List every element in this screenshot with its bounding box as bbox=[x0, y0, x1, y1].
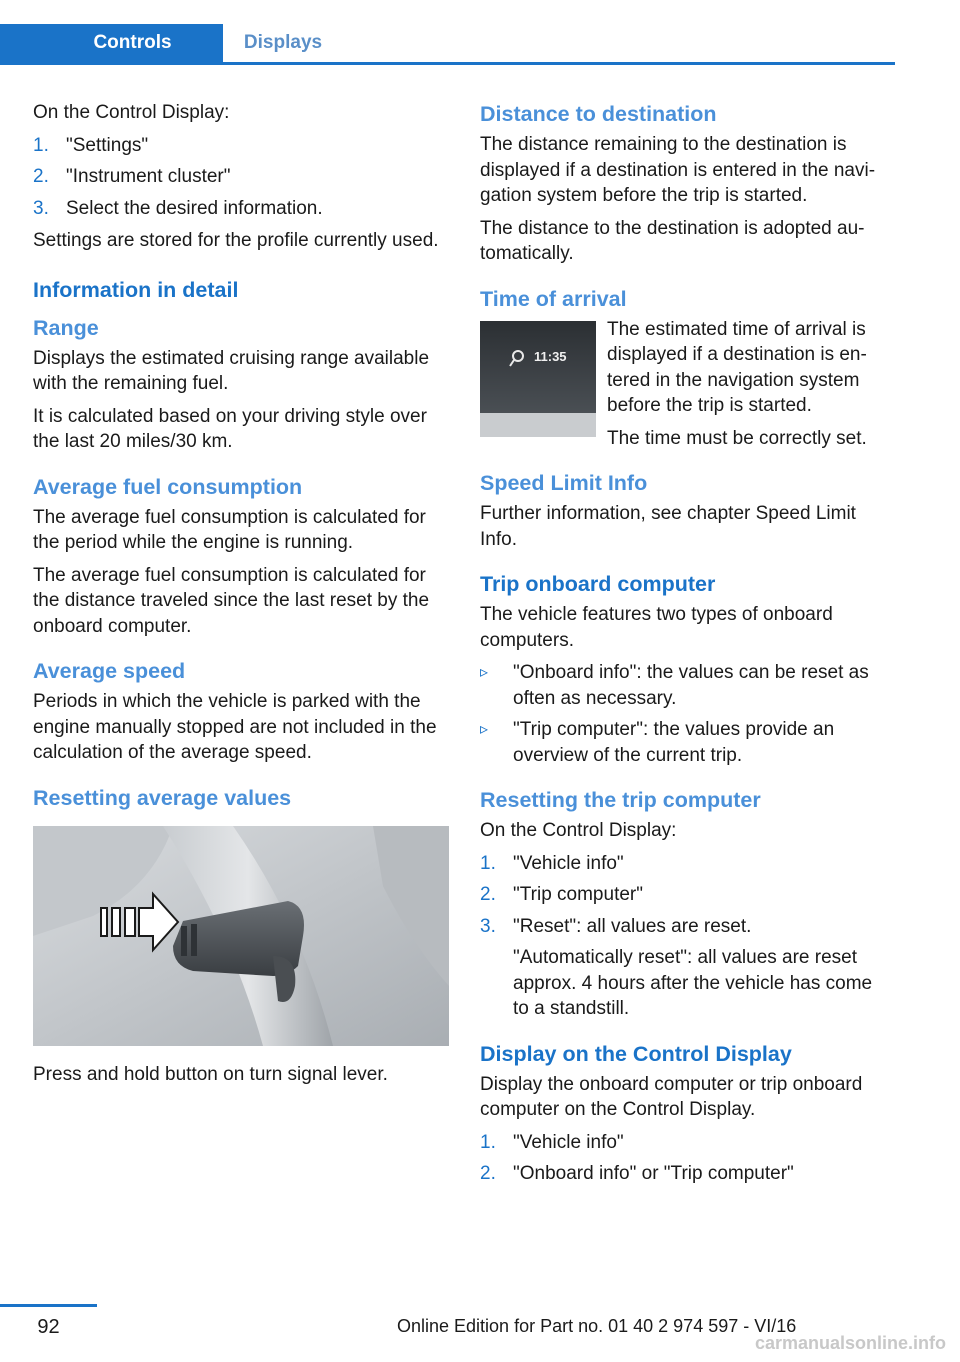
subsection-heading: Time of arrival bbox=[480, 286, 627, 311]
subsection-heading: Display on the Control Display bbox=[480, 1041, 792, 1066]
paragraph: The distance remaining to the destination is displayed if a destination is entered in the navigation system before the trip is started. bbox=[480, 134, 876, 206]
step-number: 1. bbox=[33, 134, 49, 156]
settings-note: Settings are stored for the profile currently used. bbox=[33, 230, 439, 251]
step-number: 2. bbox=[480, 884, 496, 905]
subsection-heading: Resetting the trip computer bbox=[480, 788, 761, 812]
list-item bbox=[480, 851, 890, 877]
turn-signal-lever-illustration bbox=[33, 826, 449, 1046]
intro-text: On the Control Display: bbox=[33, 102, 230, 123]
subsection-heading: Average fuel consumption bbox=[33, 474, 303, 499]
step-number: 3. bbox=[33, 197, 49, 219]
left-column bbox=[33, 100, 449, 1094]
subsection-heading: Trip onboard computer bbox=[480, 572, 716, 596]
step-text: "Onboard info" or "Trip computer" bbox=[513, 1163, 794, 1184]
paragraph: The time must be correctly set. bbox=[607, 427, 867, 449]
arrival-block bbox=[480, 317, 890, 452]
paragraph: Display the onboard computer or trip onboard computer on the Control Display. bbox=[480, 1073, 863, 1120]
step-text: "Settings" bbox=[66, 134, 149, 156]
edition-text: Online Edition for Part no. 01 40 2 974 597 - VI/16 bbox=[397, 1316, 797, 1336]
subsection-heading: Resetting average values bbox=[33, 785, 292, 810]
arrival-time-display-image bbox=[480, 321, 596, 437]
page-number: 92 bbox=[37, 1316, 60, 1338]
step-number: 1. bbox=[480, 852, 496, 874]
step-text: "Trip computer" bbox=[513, 884, 643, 905]
tab-controls[interactable] bbox=[0, 24, 223, 62]
paragraph: The average fuel consumption is calculated for the distance traveled since the last reset by the onboard computer. bbox=[33, 564, 430, 637]
step-number: 1. bbox=[480, 1131, 496, 1153]
step-number: 2. bbox=[33, 166, 49, 187]
arrival-clock-text: 11:35 bbox=[534, 348, 567, 364]
step-text: Select the desired information. bbox=[66, 197, 323, 219]
subsection-heading: Speed Limit Info bbox=[480, 471, 648, 495]
step-text: "Reset": all values are reset. bbox=[513, 915, 752, 937]
list-item bbox=[480, 660, 890, 711]
list-item bbox=[480, 882, 890, 908]
paragraph: The distance to the destination is adopted automatically. bbox=[480, 217, 865, 264]
step-text: "Instrument cluster" bbox=[66, 166, 231, 187]
subsection-heading: Distance to destination bbox=[480, 102, 717, 126]
tab-displays[interactable]: Displays bbox=[243, 32, 323, 53]
watermark: carmanualsonline.info bbox=[754, 1333, 946, 1353]
paragraph: On the Control Display: bbox=[480, 820, 677, 841]
list-item bbox=[480, 717, 890, 768]
list-item bbox=[480, 914, 890, 1022]
subsection-heading: Range bbox=[33, 315, 99, 340]
step-number: 3. bbox=[480, 915, 496, 937]
step-subtext: "Automatically reset": all values are reset approx. 4 hours after the vehicle has come to a standstill. bbox=[513, 947, 873, 1019]
paragraph: It is calculated based on your driving style over the last 20 miles/30 km. bbox=[33, 405, 427, 452]
bullet-text: "Trip computer": the values provide an overview of the current trip. bbox=[513, 719, 835, 766]
chapter-tabs bbox=[0, 24, 895, 65]
paragraph: The estimated time of arrival is displayed if a destination is entered in the navigation system before the trip is started. bbox=[607, 318, 867, 416]
arrival-text bbox=[607, 317, 890, 452]
bullet-text: "Onboard info": the values can be reset as often as necessary. bbox=[513, 662, 869, 709]
footer-rule bbox=[0, 1304, 97, 1307]
right-column bbox=[480, 100, 890, 1194]
paragraph: The average fuel consumption is calculated for the period while the engine is running. bbox=[33, 506, 426, 553]
settings-steps bbox=[33, 133, 449, 222]
step-number: 2. bbox=[480, 1163, 496, 1184]
list-item bbox=[33, 133, 449, 159]
paragraph: The vehicle features two types of onboard computers. bbox=[480, 604, 833, 651]
subsection-heading: Average speed bbox=[33, 659, 186, 683]
paragraph: Displays the estimated cruising range available with the remaining fuel. bbox=[33, 347, 430, 394]
image-caption: Press and hold button on turn signal lever. bbox=[33, 1063, 388, 1085]
paragraph: Further information, see chapter Speed Limit Info. bbox=[480, 503, 856, 550]
reset-steps bbox=[480, 851, 890, 1022]
step-text: "Vehicle info" bbox=[513, 1131, 624, 1153]
display-steps bbox=[480, 1130, 890, 1187]
list-item bbox=[480, 1130, 890, 1156]
step-text: "Vehicle info" bbox=[513, 852, 624, 874]
paragraph: Periods in which the vehicle is parked with the engine manually stopped are not included in the calculation of the average speed. bbox=[33, 691, 437, 763]
trip-computer-types bbox=[480, 660, 890, 768]
list-item bbox=[480, 1161, 890, 1187]
tab-controls-label: Controls bbox=[93, 32, 172, 53]
bullet-icon: ▹ bbox=[480, 664, 489, 681]
list-item bbox=[33, 164, 449, 190]
section-heading: Information in detail bbox=[33, 277, 239, 302]
list-item bbox=[33, 196, 449, 222]
bullet-icon: ▹ bbox=[480, 721, 489, 738]
